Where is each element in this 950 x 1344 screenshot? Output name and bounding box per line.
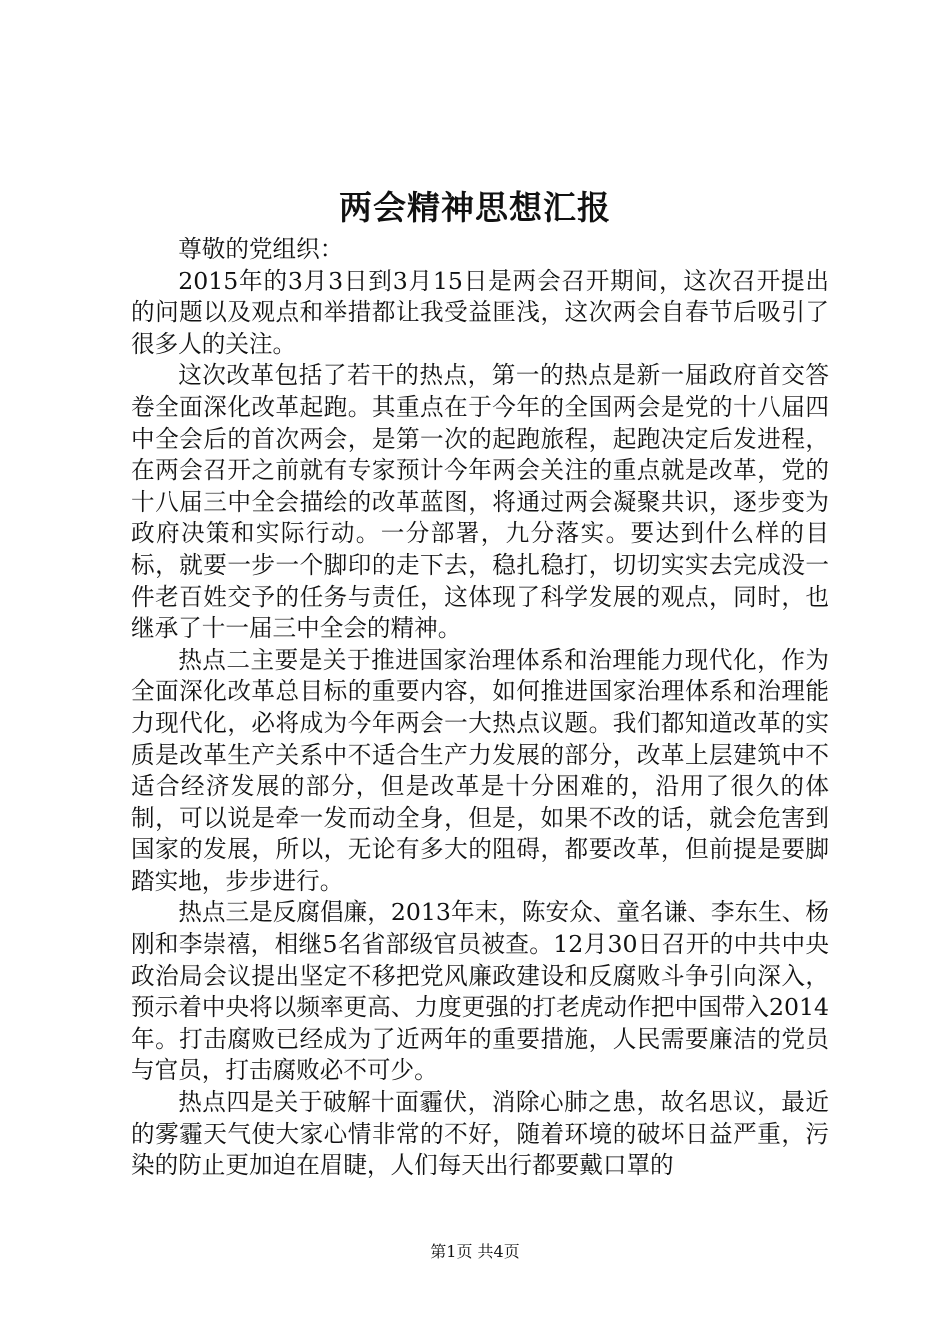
paragraph-4: 热点三是反腐倡廉，2013年末，陈安众、童名谦、李东生、杨刚和李崇禧，相继5名省部级官员被查。12月30日召开的中共中央政治局会议提出坚定不移把党风廉政建设和反腐败斗争引向深入，预示着中央将以频率更高、力度更强的打老虎动作把中国带入2014年。打击腐败已经成为了近两年的重要措施，人民需要廉洁的党员与官员，打击腐败必不可少。 [131, 898, 829, 1085]
page-number-footer: 第1页 共4页 [430, 1242, 520, 1261]
paragraph-3: 热点二主要是关于推进国家治理体系和治理能力现代化，作为全面深化改革总目标的重要内容，如何推进国家治理体系和治理能力现代化，必将成为今年两会一大热点议题。我们都知道改革的实质是改革生产关系中不适合生产力发展的部分，改革上层建筑中不适合经济发展的部分，但是改革是十分困难的，沿用了很久的体制，可以说是牵一发而动全身，但是，如果不改的话，就会危害到国家的发展，所以，无论有多大的阻碍，都要改革，但前提是要脚踏实地，步步进行。 [131, 645, 829, 895]
paragraph-2: 这次改革包括了若干的热点，第一的热点是新一届政府首交答卷全面深化改革起跑。其重点在于今年的全国两会是党的十八届四中全会后的首次两会，是第一次的起跑旅程，起跑决定后发进程，在两会召开之前就有专家预计今年两会关注的重点就是改革，党的十八届三中全会描绘的改革蓝图，将通过两会凝聚共识，逐步变为政府决策和实际行动。一分部署，九分落实。要达到什么样的目标，就要一步一个脚印的走下去，稳扎稳打，切切实实去完成没一件老百姓交予的任务与责任，这体现了科学发展的观点，同时，也继承了十一届三中全会的精神。 [131, 361, 829, 643]
salutation: 尊敬的党组织： [178, 235, 344, 263]
paragraph-5: 热点四是关于破解十面霾伏，消除心肺之患，故名思议，最近的雾霾天气使大家心情非常的不好，随着环境的破坏日益严重，污染的防止更加迫在眉睫，人们每天出行都要戴口罩的 [131, 1088, 829, 1180]
document-title: 两会精神思想汇报 [339, 188, 611, 227]
paragraph-1: 2015年的3月3日到3月15日是两会召开期间，这次召开提出的问题以及观点和举措都让我受益匪浅，这次两会自春节后吸引了很多人的关注。 [131, 266, 829, 358]
document-body [131, 234, 829, 1182]
